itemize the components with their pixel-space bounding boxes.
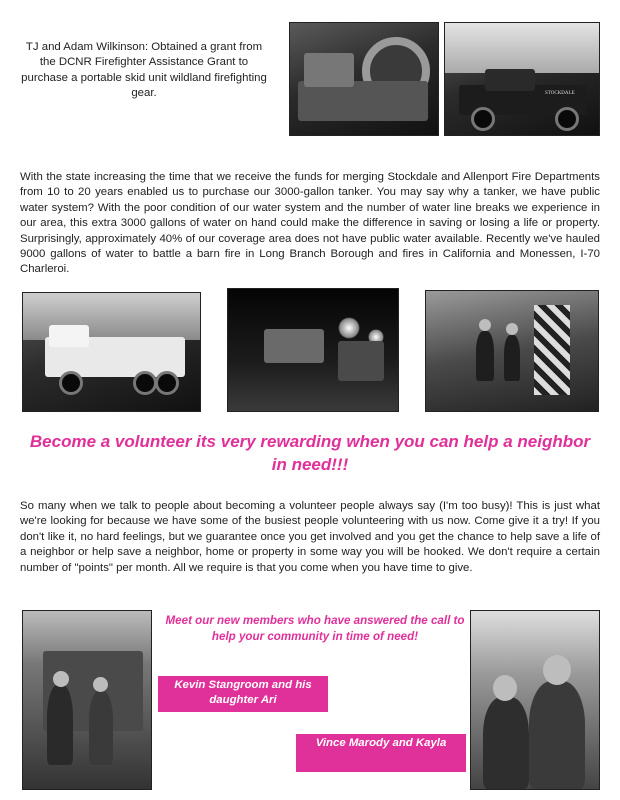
member-tag-kevin-ari: Kevin Stangroom and his daughter Ari [158, 676, 328, 712]
skid-unit-photo [289, 22, 439, 136]
night-fire-scene-photo [227, 288, 399, 412]
volunteer-headline: Become a volunteer its very rewarding when you can help a neighbor in need!!! [29, 432, 591, 474]
kevin-and-ari-photo [22, 610, 152, 790]
member-tag-vince-kayla: Vince Marody and Kayla [296, 734, 466, 772]
pickup-truck-photo [444, 22, 600, 136]
tanker-truck-photo [22, 292, 201, 412]
members-heading: Meet our new members who have answered the call to help your community in time of need! [165, 614, 465, 643]
tanker-paragraph: With the state increasing the time that we receive the funds for merging Stockdale and Allenport Fire Departments from 10 to 20 years enabled us to purchase our 3000-gallon tanker. You may say why a tanker, we have public water system? With the poor condition of our water system and the number of water line breaks we experience in our area, this extra 3000 gallons of water on hand could make the difference in saving or losing a life or property. Surprisingly, approximately 40% of our coverage area does not have public water available. Recently we've hauled 9000 gallons of water to battle a barn fire in Long Branch Borough and fires in California and Monessen, I-70 Charleroi. [20, 171, 600, 276]
truck-door-label: STOCKDALE [545, 91, 575, 96]
intro-text: TJ and Adam Wilkinson: Obtained a grant from the DCNR Firefighter Assistance Grant to purchase a portable skid unit wildland firefighting gear. [21, 41, 267, 100]
barn-fire-crew-photo [425, 290, 599, 412]
vince-and-kayla-photo [470, 610, 600, 790]
volunteer-paragraph: So many when we talk to people about becoming a volunteer people always say (I'm too busy)! This is just what we're looking for because we have some of the busiest people volunteering with us now. Come give it a try! If you don't like it, no hard feelings, but we guarantee once you get involved and you get the chance to help save a life of a neighbor or help save a neighbor, home or property in some way you will be hooked. We don't require a certain number of "points" per month. All we require is that you come when you have time to give. [20, 500, 600, 574]
